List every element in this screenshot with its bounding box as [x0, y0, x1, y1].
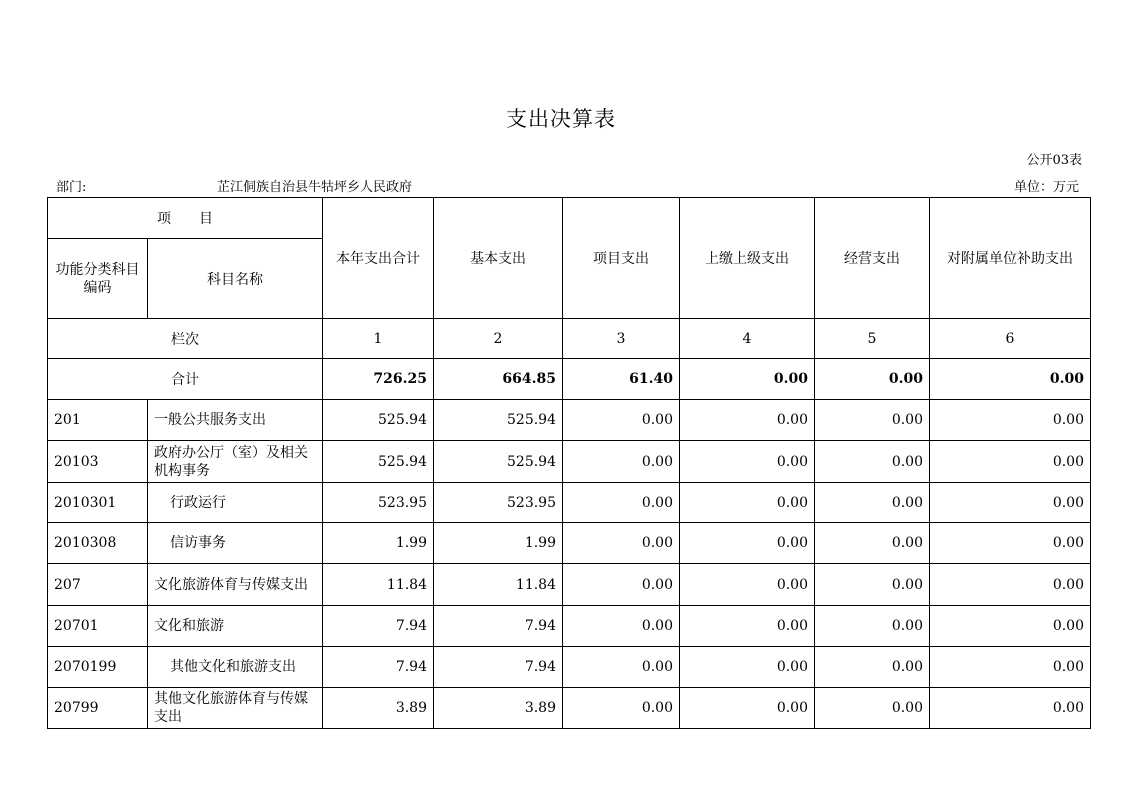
row-name: 一般公共服务支出 — [148, 400, 323, 441]
header-col6: 对附属单位补助支出 — [930, 198, 1091, 319]
department-name: 芷江侗族自治县牛牯坪乡人民政府 — [217, 180, 413, 195]
row-c4: 0.00 — [680, 688, 815, 729]
row-code: 207 — [48, 564, 148, 606]
lanci-1: 1 — [323, 319, 434, 359]
row-c5: 0.00 — [815, 483, 930, 523]
lanci-3: 3 — [563, 319, 680, 359]
row-c4: 0.00 — [680, 647, 815, 688]
header-project: 项 目 — [48, 198, 323, 239]
row-c1: 7.94 — [323, 606, 434, 647]
row-name: 文化旅游体育与传媒支出 — [148, 564, 323, 606]
row-name: 其他文化和旅游支出 — [148, 647, 323, 688]
row-c2: 523.95 — [434, 483, 563, 523]
row-name: 行政运行 — [148, 483, 323, 523]
header-code: 功能分类科目编码 — [48, 239, 148, 319]
row-c3: 0.00 — [563, 606, 680, 647]
row-c6: 0.00 — [930, 400, 1091, 441]
row-code: 201 — [48, 400, 148, 441]
row-c5: 0.00 — [815, 688, 930, 729]
row-c6: 0.00 — [930, 606, 1091, 647]
row-c2: 7.94 — [434, 606, 563, 647]
row-c1: 7.94 — [323, 647, 434, 688]
row-name: 信访事务 — [148, 523, 323, 564]
table-row — [48, 564, 1091, 606]
row-c1: 525.94 — [323, 400, 434, 441]
row-c4: 0.00 — [680, 400, 815, 441]
total-c5: 0.00 — [815, 359, 930, 400]
row-c5: 0.00 — [815, 647, 930, 688]
row-name: 其他文化旅游体育与传媒支出 — [148, 688, 323, 729]
row-c1: 523.95 — [323, 483, 434, 523]
row-c4: 0.00 — [680, 606, 815, 647]
header-col2: 基本支出 — [434, 198, 563, 319]
lanci-6: 6 — [930, 319, 1091, 359]
expenditure-table — [47, 197, 1091, 729]
row-c5: 0.00 — [815, 523, 930, 564]
row-c2: 1.99 — [434, 523, 563, 564]
row-c5: 0.00 — [815, 400, 930, 441]
row-c3: 0.00 — [563, 688, 680, 729]
department-label: 部门: — [56, 180, 87, 195]
total-c4: 0.00 — [680, 359, 815, 400]
table-row — [48, 523, 1091, 564]
page-title: 支出决算表 — [506, 107, 616, 131]
row-code: 2010308 — [48, 523, 148, 564]
header-name: 科目名称 — [148, 239, 323, 319]
row-c2: 3.89 — [434, 688, 563, 729]
row-c3: 0.00 — [563, 647, 680, 688]
table-row — [48, 400, 1091, 441]
row-c3: 0.00 — [563, 483, 680, 523]
table-row — [48, 688, 1091, 729]
lanci-4: 4 — [680, 319, 815, 359]
row-code: 2010301 — [48, 483, 148, 523]
row-code: 2070199 — [48, 647, 148, 688]
row-code: 20701 — [48, 606, 148, 647]
lanci-label: 栏次 — [48, 319, 323, 359]
total-c2: 664.85 — [434, 359, 563, 400]
row-c1: 525.94 — [323, 441, 434, 483]
row-c6: 0.00 — [930, 483, 1091, 523]
row-c6: 0.00 — [930, 688, 1091, 729]
row-c4: 0.00 — [680, 483, 815, 523]
table-row — [48, 441, 1091, 483]
row-c3: 0.00 — [563, 441, 680, 483]
row-c6: 0.00 — [930, 441, 1091, 483]
table-row — [48, 483, 1091, 523]
header-col5: 经营支出 — [815, 198, 930, 319]
row-c4: 0.00 — [680, 523, 815, 564]
lanci-5: 5 — [815, 319, 930, 359]
total-c1: 726.25 — [323, 359, 434, 400]
row-c5: 0.00 — [815, 606, 930, 647]
unit-label: 单位：万元 — [1013, 180, 1079, 195]
row-c1: 1.99 — [323, 523, 434, 564]
lanci-2: 2 — [434, 319, 563, 359]
table-row — [48, 647, 1091, 688]
total-c6: 0.00 — [930, 359, 1091, 400]
row-c6: 0.00 — [930, 647, 1091, 688]
row-c3: 0.00 — [563, 523, 680, 564]
row-c2: 525.94 — [434, 400, 563, 441]
row-c4: 0.00 — [680, 441, 815, 483]
row-name: 政府办公厅（室）及相关机构事务 — [148, 441, 323, 483]
row-name: 文化和旅游 — [148, 606, 323, 647]
header-col3: 项目支出 — [563, 198, 680, 319]
row-c6: 0.00 — [930, 564, 1091, 606]
header-col4: 上缴上级支出 — [680, 198, 815, 319]
table-row — [48, 606, 1091, 647]
header-col1: 本年支出合计 — [323, 198, 434, 319]
row-c3: 0.00 — [563, 564, 680, 606]
row-code: 20799 — [48, 688, 148, 729]
row-code: 20103 — [48, 441, 148, 483]
row-c1: 11.84 — [323, 564, 434, 606]
row-c4: 0.00 — [680, 564, 815, 606]
row-c2: 7.94 — [434, 647, 563, 688]
row-c5: 0.00 — [815, 441, 930, 483]
row-c6: 0.00 — [930, 523, 1091, 564]
row-c2: 11.84 — [434, 564, 563, 606]
row-c3: 0.00 — [563, 400, 680, 441]
row-c2: 525.94 — [434, 441, 563, 483]
form-number: 公开03表 — [1026, 153, 1082, 168]
total-label: 合计 — [48, 359, 323, 400]
row-c5: 0.00 — [815, 564, 930, 606]
row-c1: 3.89 — [323, 688, 434, 729]
total-c3: 61.40 — [563, 359, 680, 400]
